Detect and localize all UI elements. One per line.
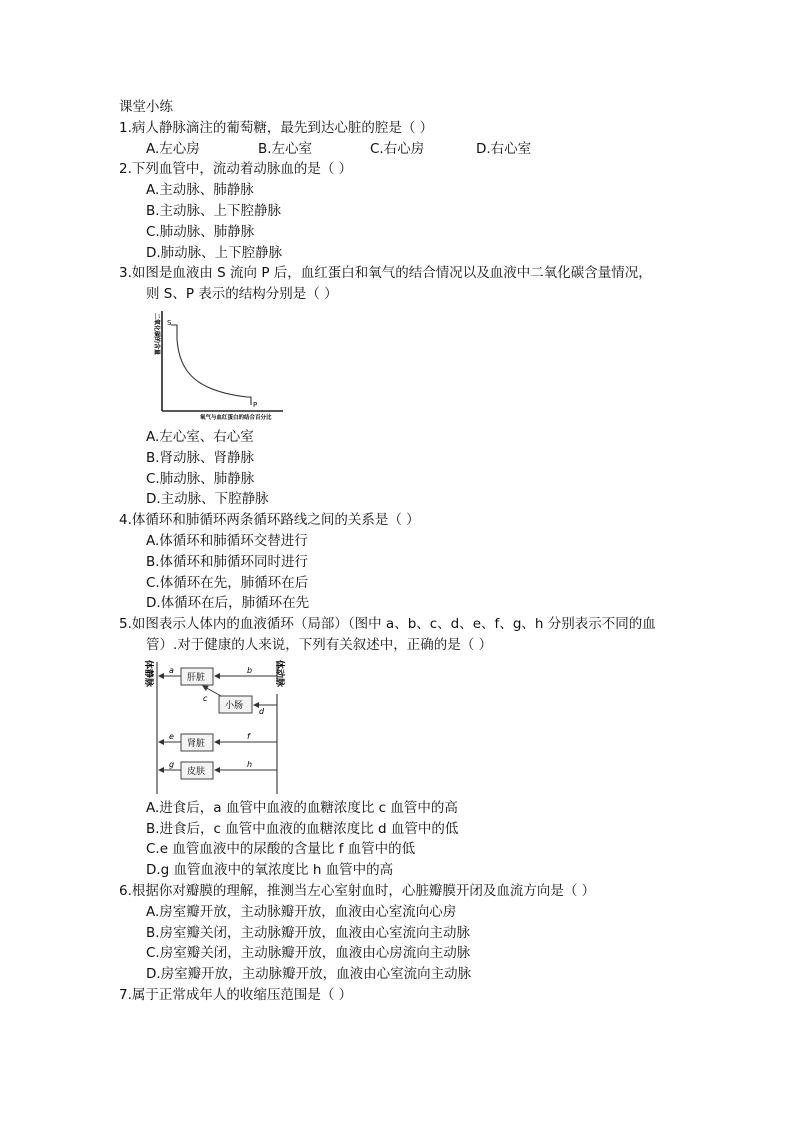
q2-option-c: C.肺动脉、肺静脉 (146, 223, 255, 240)
q5-option-d: D.g 血管血液中的氧浓度比 h 血管中的高 (146, 862, 394, 879)
question-3-stem-line1: 3.如图是血液由 S 流向 P 后，血红蛋白和氧气的结合情况以及血液中二氧化碳含量情况， (119, 265, 652, 282)
question-3-stem-line2: 则 S、P 表示的结构分别是（ ） (146, 286, 338, 303)
q3-x-axis-label: 氧气与血红蛋白的结合百分比 (200, 414, 272, 421)
q5-option-c: C.e 血管血液中的尿酸的含量比 f 血管中的低 (146, 841, 416, 858)
q5-option-b: B.进食后，c 血管中血液的血糖浓度比 d 血管中的低 (146, 820, 459, 837)
q4-option-d: D.体循环在后，肺循环在先 (146, 595, 310, 612)
q5-right-label (274, 660, 286, 688)
q6-option-d: D.房室瓣开放，主动脉瓣开放，血液由心室流向主动脉 (146, 966, 472, 983)
question-1-options (119, 139, 719, 160)
q3-option-c: C.肺动脉、肺静脉 (146, 470, 255, 487)
question-1-stem: 1.病人静脉滴注的葡萄糖，最先到达心脏的腔是（ ） (119, 119, 434, 136)
q5-label-f: f (247, 731, 250, 741)
q1-option-d: D.右心室 (476, 140, 532, 157)
q5-left-label-text: 体静脉 (143, 659, 153, 687)
question-6-stem: 6.根据你对瓣膜的理解，推测当左心室射血时，心脏瓣膜开闭及血流方向是（ ） (119, 882, 596, 899)
q3-option-a: A.左心室、右心室 (146, 428, 254, 445)
worksheet (119, 97, 719, 1006)
question-5-stem-line1: 5.如图表示人体内的血液循环（局部）（图中 a、b、c、d、e、f、g、h 分别表示不同的血 (119, 616, 656, 633)
section-title: 课堂小练 (119, 99, 173, 115)
q6-option-a: A.房室瓣开放，主动脉瓣开放，血液由心室流向心房 (146, 903, 457, 920)
q3-curve-graph (147, 309, 287, 423)
q5-circulation-diagram (143, 658, 303, 796)
q3-option-d: D.主动脉、下腔静脉 (146, 491, 269, 508)
q3-curve (171, 325, 251, 405)
q2-option-d: D.肺动脉、上下腔静脉 (146, 244, 283, 261)
q5-kidney-label: 肾脏 (187, 738, 206, 749)
q5-label-e: e (169, 731, 174, 741)
q3-label-s: S (167, 318, 172, 327)
q4-option-c: C.体循环在先，肺循环在后 (146, 574, 309, 591)
q5-liver-label: 肝脏 (187, 672, 206, 683)
q3-y-axis-label: 二氧化碳的含量 (153, 312, 160, 355)
q5-right-label-text: 体动脉 (274, 659, 284, 687)
q2-option-a: A.主动脉、肺静脉 (146, 182, 254, 199)
q6-option-b: B.房室瓣关闭，主动脉瓣开放，血液由心室流向主动脉 (146, 924, 471, 941)
q5-intestine-label: 小肠 (225, 700, 244, 711)
q5-label-d: d (259, 706, 265, 716)
q5-label-a: a (169, 665, 174, 675)
q5-left-label (143, 660, 155, 688)
q5-figure (143, 658, 719, 798)
q1-option-c: C.右心房 (370, 140, 425, 157)
q4-option-a: A.体循环和肺循环交替进行 (146, 532, 308, 549)
question-5-stem-line2: 管）.对于健康的人来说，下列有关叙述中，正确的是（ ） (146, 636, 493, 653)
q3-figure (147, 309, 719, 427)
q3-option-b: B.肾动脉、肾静脉 (146, 449, 255, 466)
q5-label-g: g (169, 759, 175, 769)
q5-option-a: A.进食后，a 血管中血液的血糖浓度比 c 血管中的高 (146, 799, 458, 816)
q5-label-h: h (247, 759, 253, 769)
q5-skin-label: 皮肤 (187, 766, 206, 777)
q4-option-b: B.体循环和肺循环同时进行 (146, 553, 309, 570)
q5-label-c: c (203, 693, 208, 703)
q5-label-b: b (247, 665, 253, 675)
q6-option-c: C.房室瓣关闭，主动脉瓣开放，血液由心房流向主动脉 (146, 945, 471, 962)
q3-label-p: P (253, 400, 258, 409)
q1-option-a: A.左心房 (146, 140, 200, 157)
question-4-stem: 4.体循环和肺循环两条循环路线之间的关系是（ ） (119, 512, 420, 529)
question-7-stem: 7.属于正常成年人的收缩压范围是（ ） (119, 986, 353, 1003)
question-2-stem: 2.下列血管中，流动着动脉血的是（ ） (119, 161, 353, 178)
q1-option-b: B.左心室 (258, 140, 313, 157)
q2-option-b: B.主动脉、上下腔静脉 (146, 202, 282, 219)
